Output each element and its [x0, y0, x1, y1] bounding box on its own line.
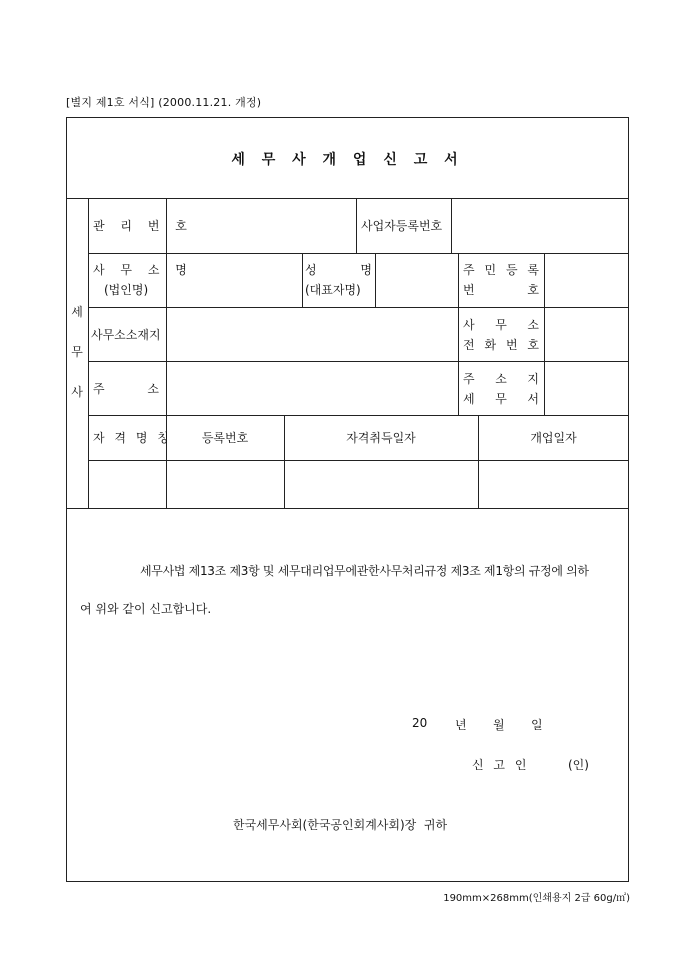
label-resident-no: 주 민 등 록 — [463, 263, 539, 277]
header-qual-name: 자 격 명 칭 — [93, 431, 172, 445]
divider — [375, 253, 376, 307]
date-year-prefix: 20 — [412, 716, 428, 730]
label-tax-office-2: 세 무 서 — [463, 392, 539, 406]
divider — [66, 198, 629, 199]
header-acq-date: 자격취득일자 — [346, 431, 416, 445]
label-address: 주 소 — [93, 382, 159, 396]
label-name-sub: (대표자명) — [305, 283, 361, 297]
divider — [88, 361, 629, 362]
divider — [451, 198, 452, 253]
label-biz-reg-no: 사업자등록번호 — [361, 219, 443, 233]
label-resident-no-2: 번 호 — [463, 283, 539, 297]
label-office-phone-2: 전 화 번 호 — [463, 338, 539, 352]
divider — [88, 460, 629, 461]
label-office-name-sub: (법인명) — [104, 283, 149, 297]
form-title: 세 무 사 개 업 신 고 서 — [231, 152, 464, 168]
label-mgmt-no: 관 리 번 호 — [93, 219, 193, 233]
divider — [356, 198, 357, 253]
divider — [544, 253, 545, 415]
date-year: 년 — [455, 718, 467, 732]
label-name: 성 명 — [305, 263, 372, 277]
side-label-3: 사 — [71, 385, 83, 399]
declaration-line-2: 여 위와 같이 신고합니다. — [80, 602, 212, 616]
divider — [88, 253, 629, 254]
label-office-phone: 사 무 소 — [463, 318, 539, 332]
side-label-1: 세 — [71, 305, 83, 319]
label-tax-office: 주 소 지 — [463, 372, 539, 386]
divider — [88, 415, 629, 416]
divider — [66, 508, 629, 509]
divider — [88, 198, 89, 508]
divider — [458, 253, 459, 415]
divider — [166, 198, 167, 508]
label-office-addr: 사무소소재지 — [91, 328, 161, 342]
addressee: 한국세무사회(한국공인회계사회)장 귀하 — [233, 818, 448, 832]
side-label-2: 무 — [71, 345, 83, 359]
header-open-date: 개업일자 — [530, 431, 577, 445]
paper-spec: 190mm×268mm(인쇄용지 2급 60g/㎡) — [443, 893, 630, 904]
declaration-line-1: 세무사법 제13조 제3항 및 세무대리업무에관한사무처리규정 제3조 제1항의 규정에 의하 — [140, 564, 589, 578]
date-month: 월 — [493, 718, 505, 732]
form-note: [별지 제1호 서식] (2000.11.21. 개정) — [66, 96, 262, 109]
divider — [88, 307, 629, 308]
date-day: 일 — [531, 718, 543, 732]
declarant-label: 신 고 인 — [472, 758, 530, 772]
divider — [302, 253, 303, 307]
declarant-seal: (인) — [568, 758, 589, 772]
label-office-name: 사 무 소 명 — [93, 263, 193, 277]
header-reg-no: 등록번호 — [201, 431, 249, 445]
